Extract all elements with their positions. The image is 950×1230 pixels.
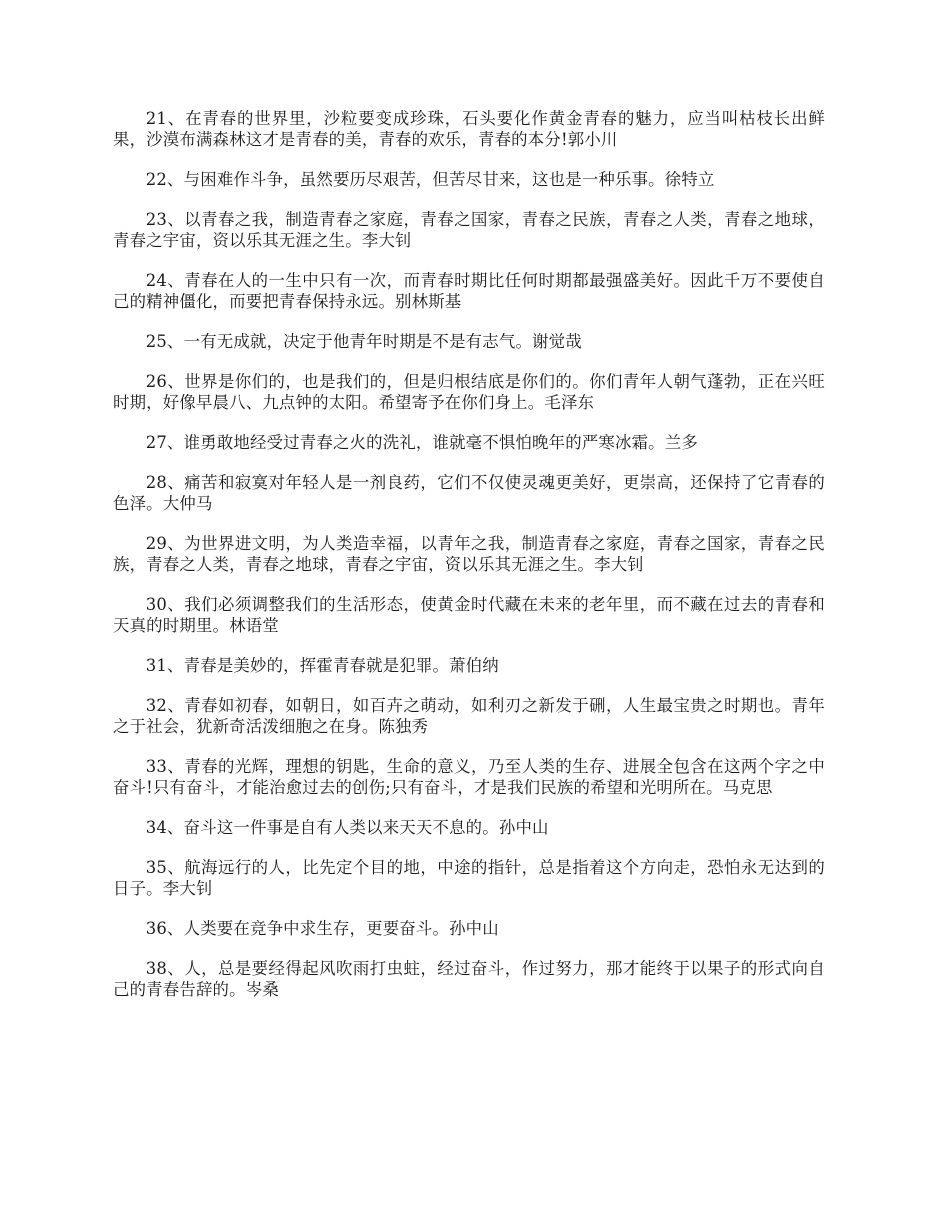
quote-paragraph: 36、人类要在竞争中求生存，更要奋斗。孙中山 — [145, 919, 499, 938]
document-page — [113, 108, 825, 1019]
quote-paragraph: 22、与困难作斗争，虽然要历尽艰苦，但苦尽甘来，这也是一种乐事。徐特立 — [145, 170, 715, 189]
quote-paragraph: 26、世界是你们的，也是我们的，但是归根结底是你们的。你们青年人朝气蓬勃，正在兴旺时期，好像早晨八、九点钟的太阳。希望寄予在你们身上。毛泽东 — [113, 372, 825, 412]
quote-paragraph: 21、在青春的世界里，沙粒要变成珍珠，石头要化作黄金青春的魅力，应当叫枯枝长出鲜果，沙漠布满森林这才是青春的美，青春的欢乐，青春的本分!郭小川 — [113, 109, 825, 149]
quote-paragraph: 24、青春在人的一生中只有一次，而青春时期比任何时期都最强盛美好。因此千万不要使自己的精神僵化，而要把青春保持永远。别林斯基 — [113, 271, 825, 311]
quote-paragraph: 25、一有无成就，决定于他青年时期是不是有志气。谢觉哉 — [145, 332, 582, 351]
quote-paragraph: 32、青春如初春，如朝日，如百卉之萌动，如利刃之新发于硎，人生最宝贵之时期也。青年之于社会，犹新奇活泼细胞之在身。陈独秀 — [113, 696, 825, 736]
quote-paragraph: 33、青春的光辉，理想的钥匙，生命的意义，乃至人类的生存、进展全包含在这两个字之中奋斗!只有奋斗，才能治愈过去的创伤;只有奋斗，才是我们民族的希望和光明所在。马克思 — [113, 757, 825, 797]
quote-paragraph: 29、为世界进文明，为人类造幸福，以青年之我，制造青春之家庭，青春之国家，青春之民族，青春之人类，青春之地球，青春之宇宙，资以乐其无涯之生。李大钊 — [113, 534, 825, 574]
quote-paragraph: 31、青春是美妙的，挥霍青春就是犯罪。萧伯纳 — [145, 656, 499, 675]
quote-paragraph: 23、以青春之我，制造青春之家庭，青春之国家，青春之民族，青春之人类，青春之地球，青春之宇宙，资以乐其无涯之生。李大钊 — [113, 210, 825, 250]
quote-paragraph: 38、人，总是要经得起风吹雨打虫蛀，经过奋斗，作过努力，那才能终于以果子的形式向自己的青春告辞的。岑桑 — [113, 959, 825, 999]
quote-paragraph: 30、我们必须调整我们的生活形态，使黄金时代藏在未来的老年里，而不藏在过去的青春和天真的时期里。林语堂 — [113, 595, 825, 635]
quote-paragraph: 34、奋斗这一件事是自有人类以来天天不息的。孙中山 — [145, 818, 549, 837]
quote-paragraph: 35、航海远行的人，比先定个目的地，中途的指针，总是指着这个方向走，恐怕永无达到的日子。李大钊 — [113, 858, 825, 898]
quote-paragraph: 27、谁勇敢地经受过青春之火的洗礼，谁就毫不惧怕晚年的严寒冰霜。兰多 — [145, 433, 698, 452]
quote-paragraph: 28、痛苦和寂寞对年轻人是一剂良药，它们不仅使灵魂更美好，更崇高，还保持了它青春的色泽。大仲马 — [113, 473, 825, 513]
